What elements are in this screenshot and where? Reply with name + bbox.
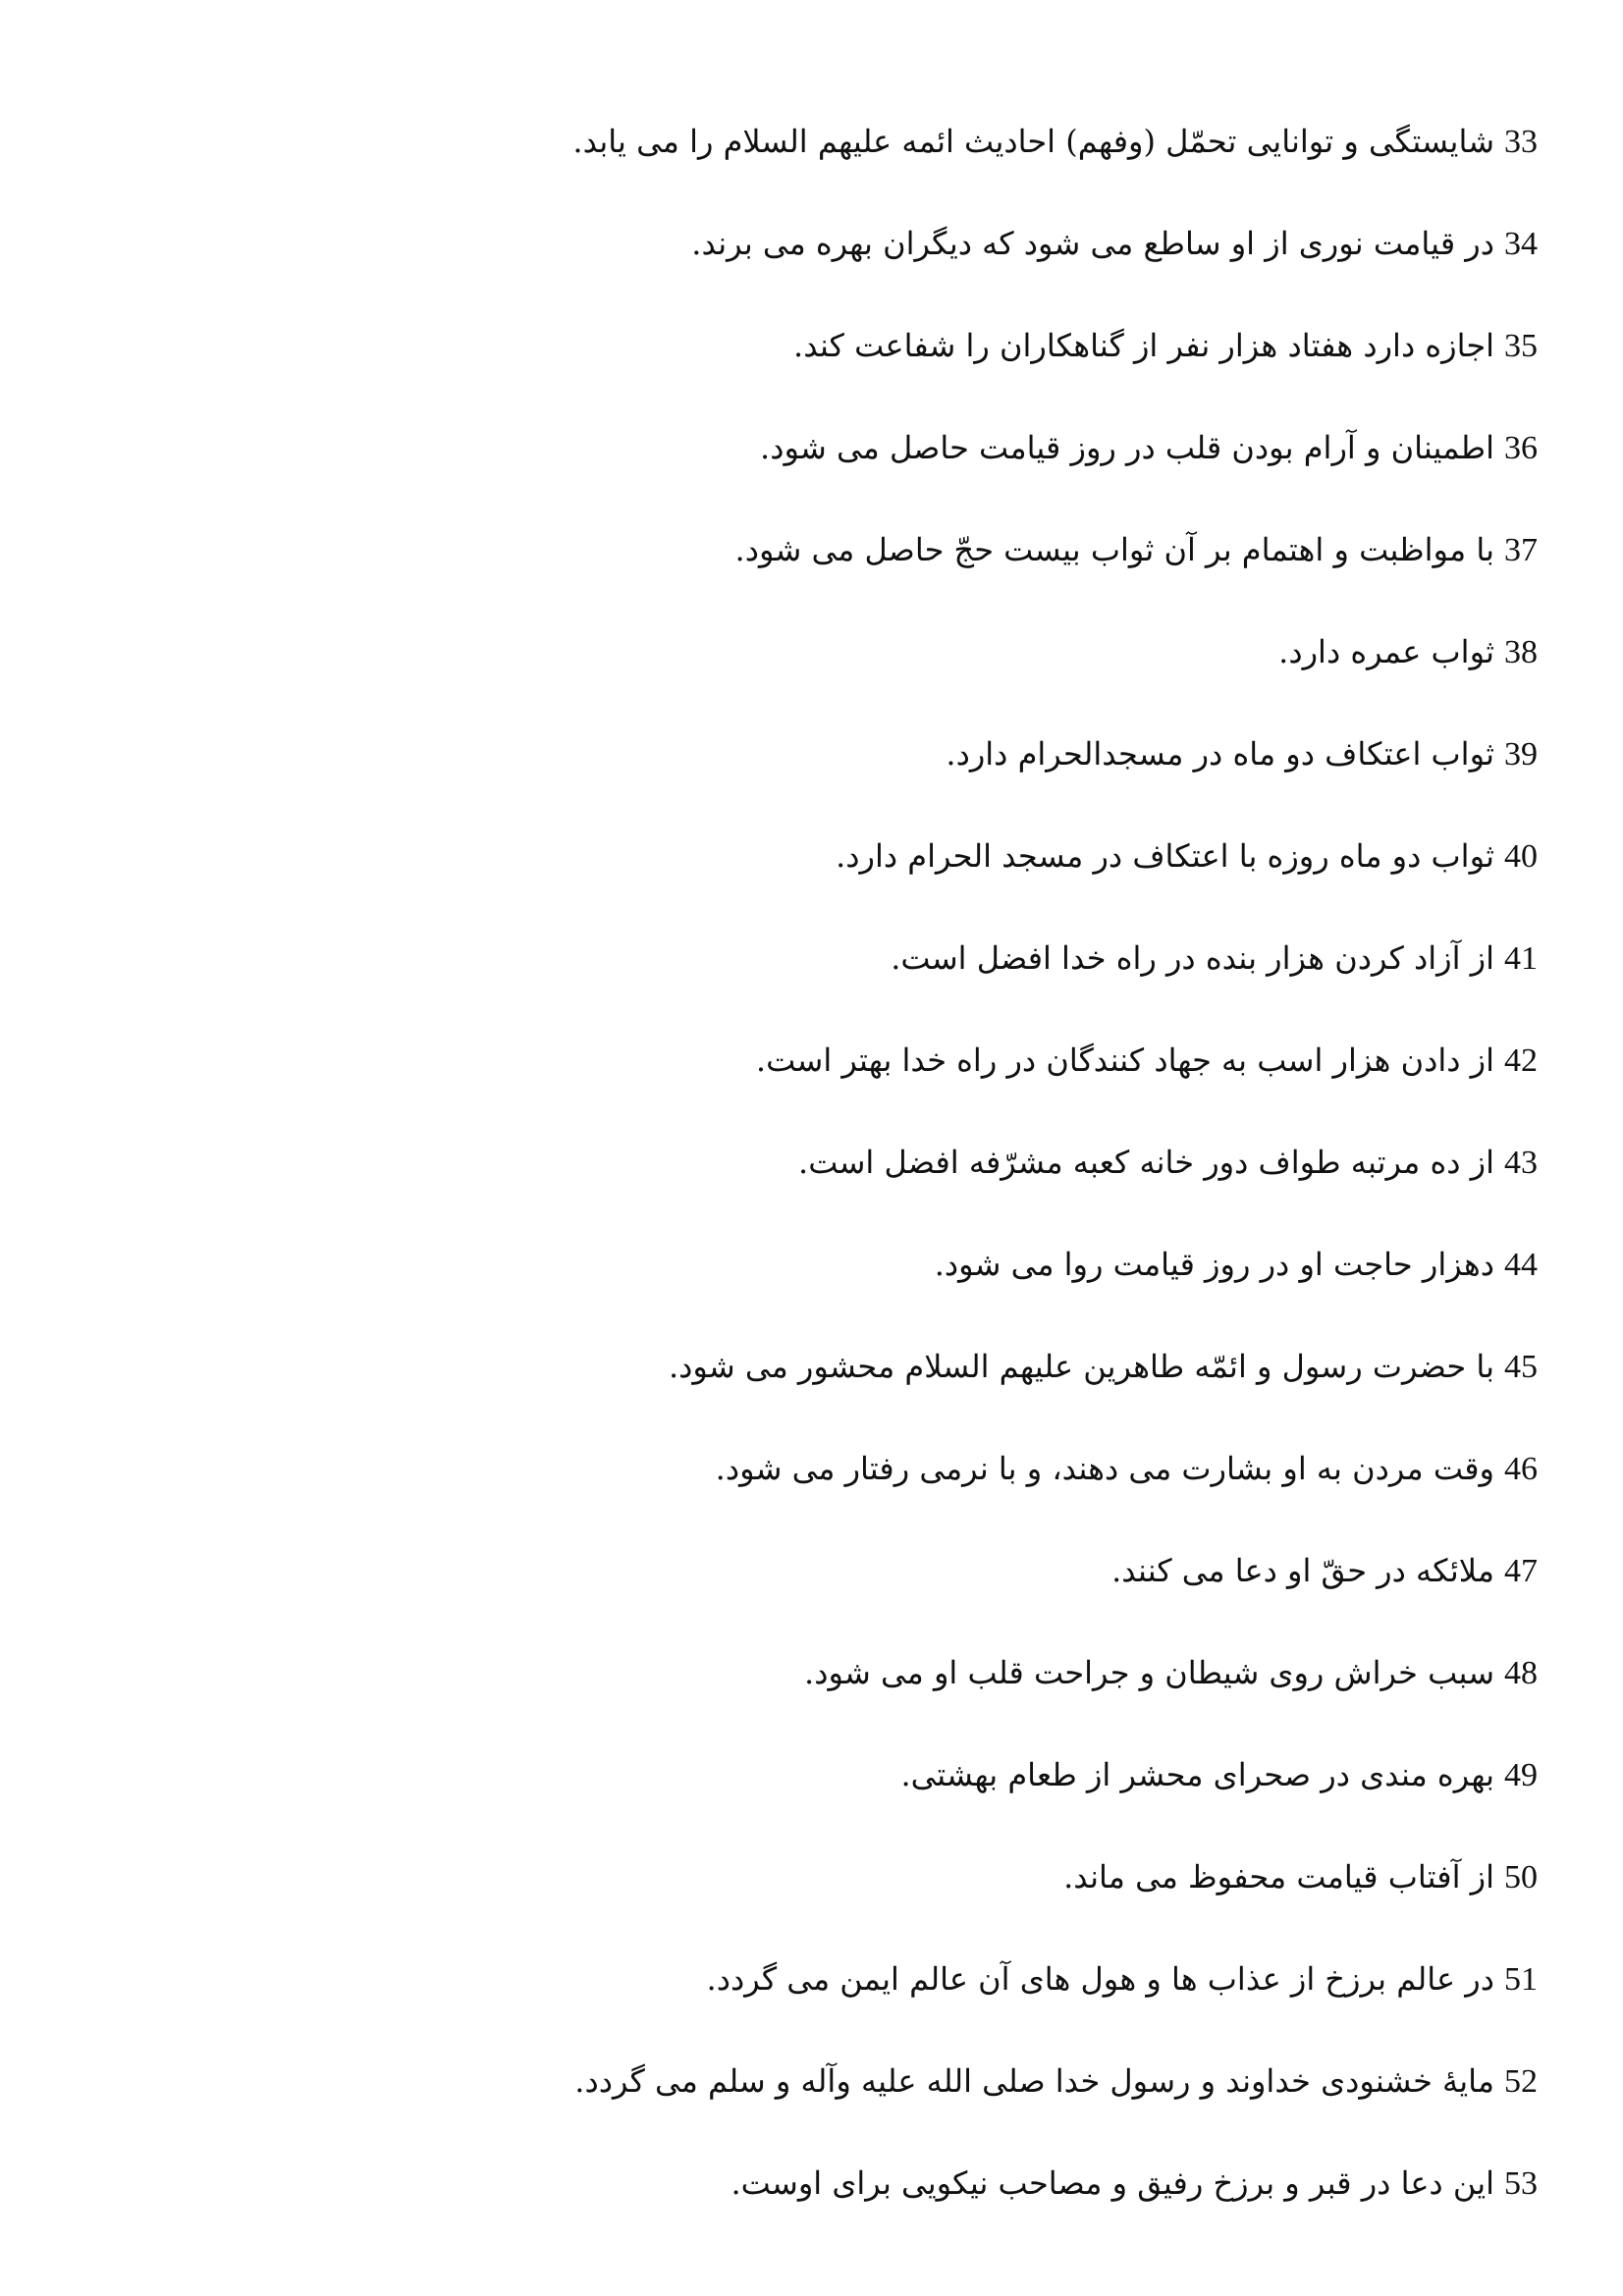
item-number: 51	[1504, 1961, 1538, 1998]
item-number: 33	[1504, 124, 1538, 160]
item-text: این دعا در قبر و برزخ رفیق و مصاحب نیکویی برای اوست.	[730, 2164, 1494, 2202]
item-number: 43	[1504, 1145, 1538, 1181]
item-number: 48	[1504, 1655, 1538, 1691]
item-text: مایهٔ خشنودی خداوند و رسول خدا صلی الله علیه وآله و سلم می گردد.	[574, 2062, 1494, 2100]
item-text: از آزاد کردن هزار بنده در راه خدا افضل است.	[891, 939, 1494, 977]
list-item	[163, 1545, 1538, 1647]
item-number: 49	[1504, 1757, 1538, 1793]
list-item	[163, 1341, 1538, 1443]
item-text: وقت مردن به او بشارت می دهند، و با نرمی رفتار می شود.	[715, 1450, 1494, 1487]
item-text: با حضرت رسول و ائمّه طاهرین علیهم السلام محشور می شود.	[668, 1348, 1494, 1385]
item-number: 34	[1504, 226, 1538, 262]
item-number: 45	[1504, 1349, 1538, 1385]
list-item	[163, 933, 1538, 1035]
item-text: از آفتاب قیامت محفوظ می ماند.	[1063, 1858, 1494, 1896]
item-number: 53	[1504, 2165, 1538, 2202]
item-text: ثواب دو ماه روزه با اعتکاف در مسجد الحرام دارد.	[836, 837, 1494, 875]
item-text: شایستگی و توانایی تحمّل (وفهم) احادیث ائمه علیهم السلام را می یابد.	[572, 123, 1494, 160]
list-item	[163, 1443, 1538, 1545]
item-number: 44	[1504, 1247, 1538, 1283]
list-item	[163, 422, 1538, 524]
list-item	[163, 320, 1538, 422]
list-item	[163, 1953, 1538, 2056]
item-text: دهزار حاجت او در روز قیامت روا می شود.	[934, 1246, 1494, 1283]
item-number: 36	[1504, 430, 1538, 466]
item-text: بهره مندی در صحرای محشر از طعام بهشتی.	[900, 1756, 1494, 1793]
item-text: ثواب اعتکاف دو ماه در مسجدالحرام دارد.	[946, 735, 1494, 773]
item-number: 38	[1504, 634, 1538, 670]
list-item	[163, 830, 1538, 933]
item-text: با مواظبت و اهتمام بر آن ثواب بیست حجّ حاصل می شود.	[734, 531, 1494, 568]
item-text: از ده مرتبه طواف دور خانه کعبه مشرّفه افضل است.	[798, 1144, 1494, 1181]
list-item	[163, 1647, 1538, 1749]
list-item	[163, 2158, 1538, 2260]
item-text: اجازه دارد هفتاد هزار نفر از گناهکاران را شفاعت کند.	[793, 327, 1494, 364]
list-item	[163, 1851, 1538, 1953]
item-text: ملائکه در حقّ او دعا می کنند.	[1111, 1552, 1494, 1589]
item-text: سبب خراش روی شیطان و جراحت قلب او می شود.	[804, 1654, 1494, 1691]
list-item	[163, 1749, 1538, 1851]
item-number: 37	[1504, 532, 1538, 568]
list-item	[163, 2056, 1538, 2158]
item-number: 41	[1504, 940, 1538, 977]
item-text: اطمینان و آرام بودن قلب در روز قیامت حاصل می شود.	[760, 429, 1494, 466]
item-text: از دادن هزار اسب به جهاد کنندگان در راه خدا بهتر است.	[755, 1041, 1494, 1079]
item-number: 46	[1504, 1451, 1538, 1487]
item-number: 40	[1504, 838, 1538, 875]
item-number: 47	[1504, 1553, 1538, 1589]
item-number: 42	[1504, 1042, 1538, 1079]
numbered-list	[163, 116, 1538, 2260]
item-number: 52	[1504, 2063, 1538, 2100]
list-item	[163, 524, 1538, 626]
list-item	[163, 218, 1538, 320]
item-number: 39	[1504, 736, 1538, 773]
list-item	[163, 116, 1538, 218]
list-item	[163, 1137, 1538, 1239]
item-text: در قیامت نوری از او ساطع می شود که دیگران بهره می برند.	[691, 225, 1494, 262]
item-text: ثواب عمره دارد.	[1278, 633, 1494, 670]
item-number: 50	[1504, 1859, 1538, 1896]
item-text: در عالم برزخ از عذاب ها و هول های آن عالم ایمن می گردد.	[706, 1960, 1494, 1998]
item-number: 35	[1504, 328, 1538, 364]
list-item	[163, 1239, 1538, 1341]
list-item	[163, 626, 1538, 728]
list-item	[163, 1035, 1538, 1137]
list-item	[163, 728, 1538, 830]
